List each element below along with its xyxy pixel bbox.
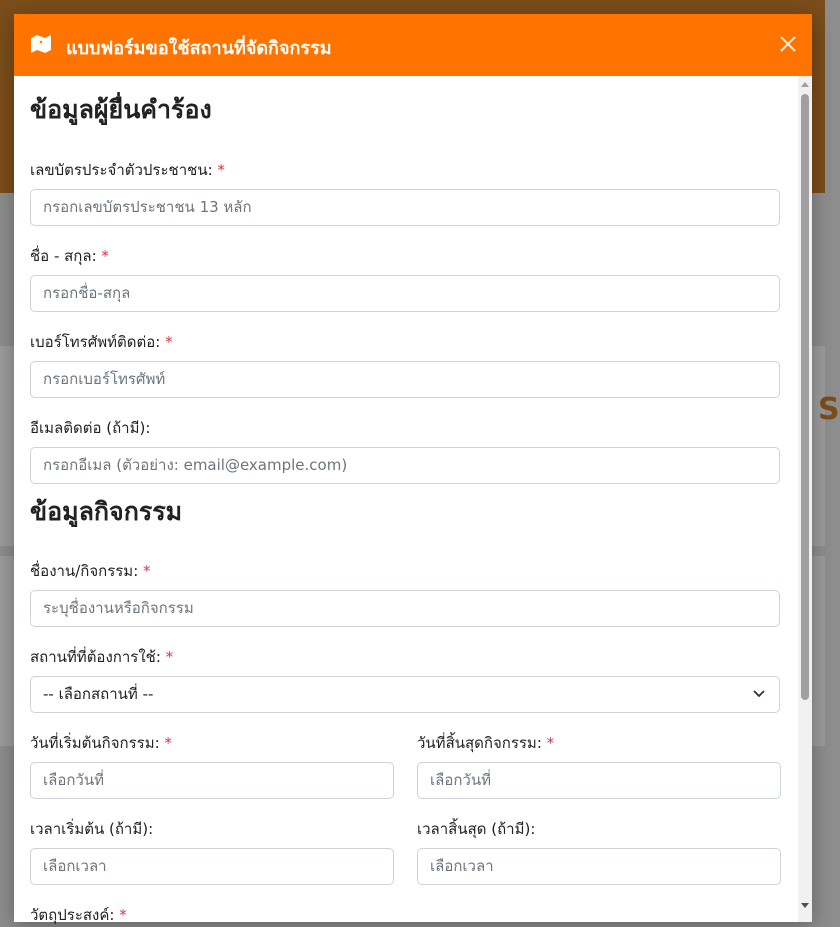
start-time-label: เวลาเริ่มต้น (ถ้ามี):	[30, 820, 154, 838]
venue-request-modal	[14, 14, 812, 922]
chevron-down-icon	[753, 690, 765, 698]
venue-select[interactable]	[30, 676, 780, 713]
venue-label: สถานที่ที่ต้องการใช้: *	[30, 648, 174, 666]
scroll-down-arrow-icon[interactable]	[801, 903, 809, 908]
email-input[interactable]: กรอกอีเมล (ตัวอย่าง: email@example.com)	[30, 447, 780, 484]
end-time-label: เวลาสิ้นสุด (ถ้ามี):	[417, 820, 536, 838]
venue-select-value: -- เลือกสถานที่ --	[43, 685, 154, 703]
scroll-up-arrow-icon[interactable]	[801, 82, 809, 87]
modal-title: แบบฟอร์มขอใช้สถานที่จัดกิจกรรม	[66, 38, 332, 59]
email-label: อีเมลติดต่อ (ถ้ามี):	[30, 419, 151, 437]
background-fragment: S	[818, 392, 840, 427]
modal-body	[14, 76, 798, 922]
start-time-input[interactable]: เลือกเวลา	[30, 848, 394, 885]
purpose-label: วัตถุประสงค์: *	[30, 906, 127, 924]
start-date-label: วันที่เริ่มต้นกิจกรรม: *	[30, 734, 172, 752]
map-icon	[30, 34, 52, 54]
close-icon[interactable]	[778, 34, 798, 54]
modal-header	[14, 14, 812, 76]
start-date-input[interactable]: เลือกวันที่	[30, 762, 394, 799]
phone-input[interactable]: กรอกเบอร์โทรศัพท์	[30, 361, 780, 398]
name-label: ชื่อ - สกุล: *	[30, 247, 109, 265]
event-name-input[interactable]: ระบุชื่องานหรือกิจกรรม	[30, 590, 780, 627]
end-time-input[interactable]: เลือกเวลา	[417, 848, 781, 885]
end-date-label: วันที่สิ้นสุดกิจกรรม: *	[417, 734, 555, 752]
id-card-input[interactable]: กรอกเลขบัตรประชาชน 13 หลัก	[30, 189, 780, 226]
name-input[interactable]: กรอกชื่อ-สกุล	[30, 275, 780, 312]
end-date-input[interactable]: เลือกวันที่	[417, 762, 781, 799]
activity-section-heading: ข้อมูลกิจกรรม	[30, 497, 183, 526]
applicant-section-heading: ข้อมูลผู้ยื่นคำร้อง	[30, 95, 212, 124]
event-name-label: ชื่องาน/กิจกรรม: *	[30, 562, 151, 580]
id-card-label: เลขบัตรประจำตัวประชาชน: *	[30, 161, 225, 179]
scroll-thumb[interactable]	[801, 94, 809, 700]
modal-scrollbar[interactable]	[798, 76, 812, 922]
phone-label: เบอร์โทรศัพท์ติดต่อ: *	[30, 333, 173, 351]
